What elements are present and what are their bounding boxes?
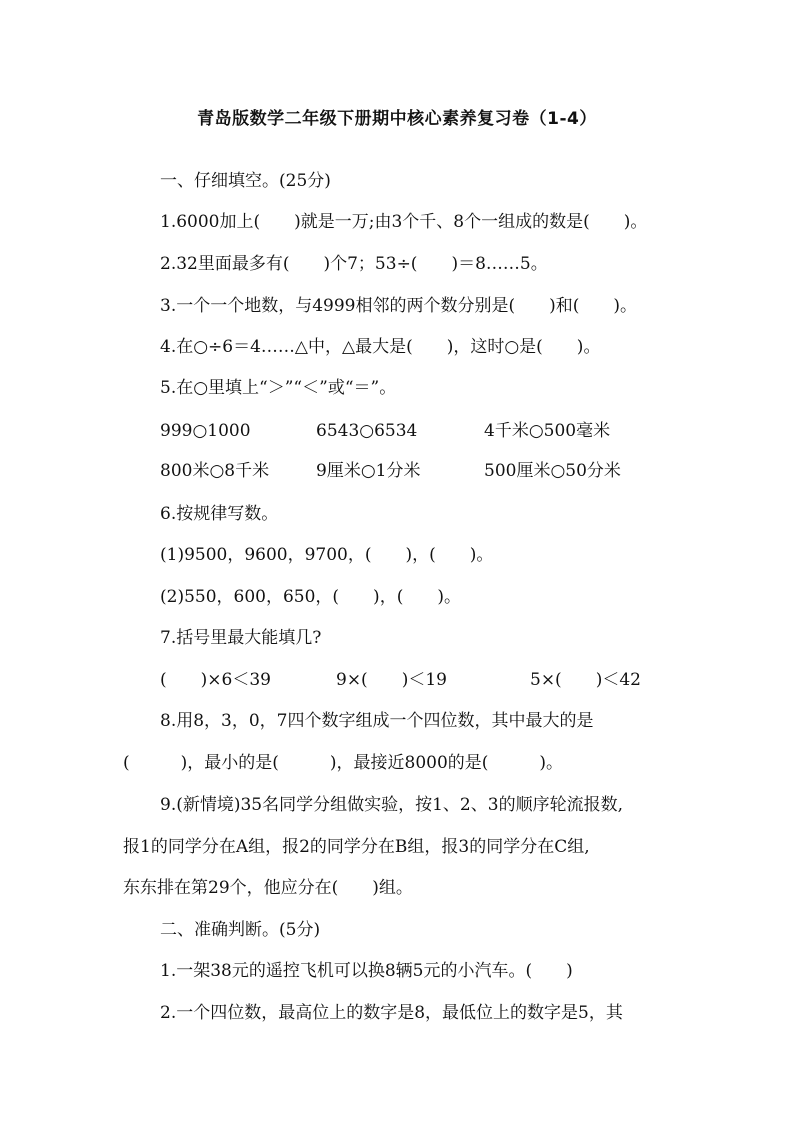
question-1-2: 2.32里面最多有( )个7；53÷( )＝8……5。 [160, 254, 548, 274]
question-1-6: 6.按规律写数。 [160, 504, 279, 524]
question-1-3: 3.一个一个地数，与4999相邻的两个数分别是( )和( )。 [160, 296, 638, 316]
compare-item: 999○1000 [160, 421, 251, 441]
fill-item: ( )×6＜39 [160, 670, 271, 690]
section2-heading: 二、准确判断。(5分) [160, 920, 321, 940]
question-1-7: 7.括号里最大能填几? [160, 628, 322, 648]
question-2-1: 1.一架38元的遥控飞机可以换8辆5元的小汽车。( ) [160, 961, 573, 981]
question-1-8-cont: ( )，最小的是( )，最接近8000的是( )。 [123, 753, 564, 773]
page-title: 青岛版数学二年级下册期中核心素养复习卷（1-4） [197, 109, 597, 129]
fill-item: 9×( )＜19 [336, 670, 447, 690]
compare-item: 9厘米○1分米 [316, 461, 421, 481]
question-1-6-2: (2)550，600，650，( )，( )。 [160, 587, 461, 607]
compare-item: 800米○8千米 [160, 461, 270, 481]
question-1-6-1: (1)9500，9600，9700，( )，( )。 [160, 545, 494, 565]
question-1-9-cont: 东东排在第29个，他应分在( )组。 [123, 878, 413, 898]
question-2-2: 2.一个四位数，最高位上的数字是8，最低位上的数字是5，其 [160, 1003, 623, 1023]
section1-heading: 一、仔细填空。(25分) [160, 171, 331, 191]
compare-item: 6543○6534 [316, 421, 418, 441]
question-1-1: 1.6000加上( )就是一万;由3个千、8个一组成的数是( )。 [160, 212, 648, 232]
question-1-5: 5.在○里填上“＞”“＜”或“＝”。 [160, 378, 397, 398]
question-1-9: 9.(新情境)35名同学分组做实验，按1、2、3的顺序轮流报数, [160, 795, 623, 815]
question-1-9-cont: 报1的同学分在A组，报2的同学分在B组，报3的同学分在C组, [123, 837, 590, 857]
question-1-8: 8.用8，3，0，7四个数字组成一个四位数，其中最大的是 [160, 711, 594, 731]
fill-item: 5×( )＜42 [530, 670, 641, 690]
question-1-4: 4.在○÷6＝4……△中，△最大是( )，这时○是( )。 [160, 337, 601, 357]
compare-item: 4千米○500毫米 [484, 421, 611, 441]
compare-item: 500厘米○50分米 [484, 461, 621, 481]
